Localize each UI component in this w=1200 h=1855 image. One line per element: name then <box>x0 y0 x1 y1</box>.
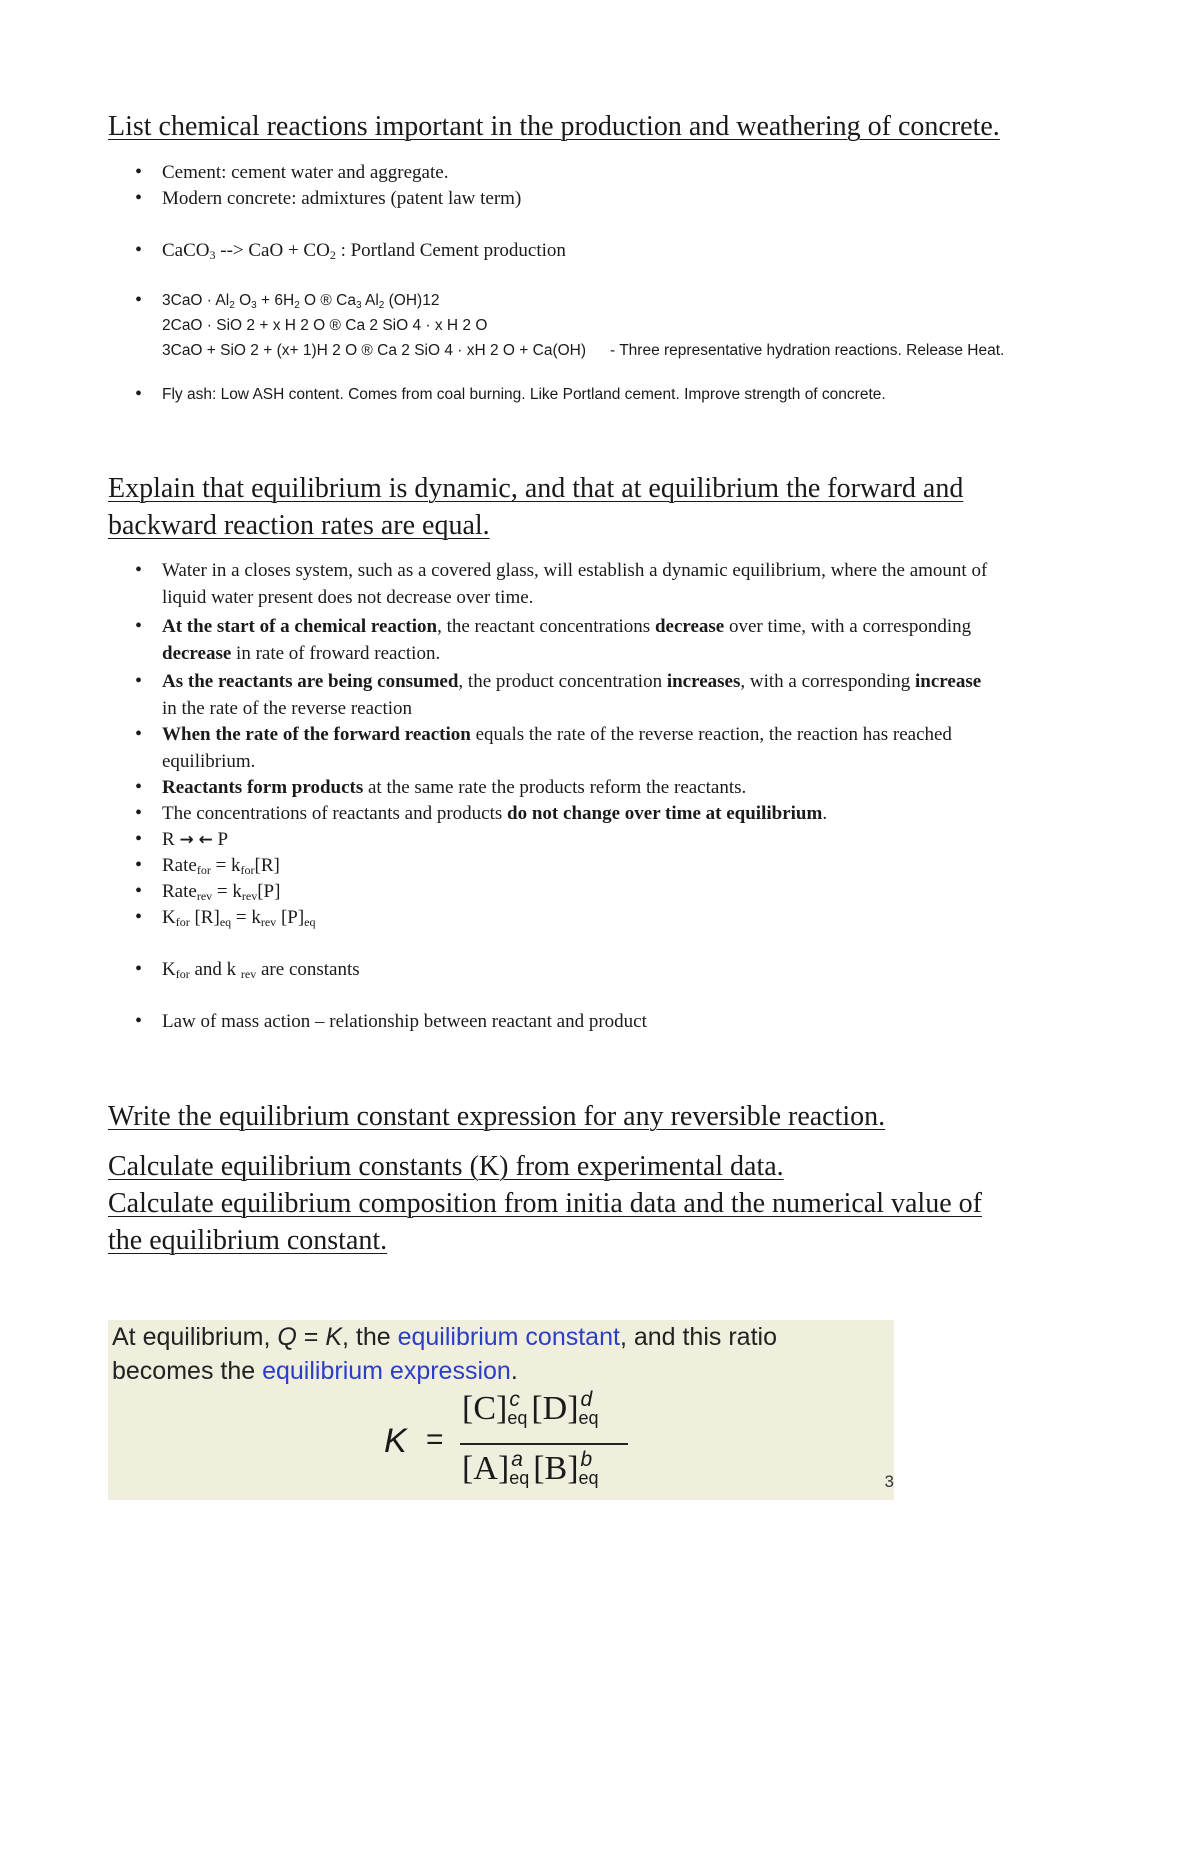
formula-denominator: [A] a eq [B] b eq <box>462 1448 599 1488</box>
section1-heading: List chemical reactions important in the production and weathering of concrete. <box>108 111 1000 142</box>
bullet-text: Modern concrete: admixtures (patent law term) <box>162 188 522 209</box>
bullet-dot: • <box>135 615 143 637</box>
bullet-dot: • <box>135 1010 143 1032</box>
bullet-dot: • <box>135 880 143 902</box>
text: --> CaO + CO <box>215 240 330 261</box>
reaction-note: - Three representative hydration reactions. Release Heat. <box>610 342 1005 359</box>
formula-equals: = <box>426 1423 444 1456</box>
formula-k: K <box>384 1422 407 1460</box>
bullet-dot: • <box>135 239 143 261</box>
bullet-dot: • <box>135 723 143 745</box>
equilibrium-expression-figure <box>108 1320 894 1500</box>
text: CaCO <box>162 240 210 261</box>
bullet-dot: • <box>135 854 143 876</box>
text: Law of mass action – relationship between reactant and product <box>162 1011 647 1032</box>
list-item: • $K_{for}$ and k $_{rev}$ are constants <box>135 958 360 981</box>
bullet-dot: • <box>135 958 143 980</box>
text: liquid water present does not decrease over time. <box>162 587 534 608</box>
bullet-dot: • <box>135 906 143 928</box>
list-item <box>135 288 1092 363</box>
slide-number: 3 <box>884 1472 894 1491</box>
term-equilibrium-expression: equilibrium expression <box>262 1357 511 1385</box>
list-item <box>135 185 1092 212</box>
bullet-text: Fly ash: Low ASH content. Comes from coal burning. Like Portland cement. Improve strength of concrete. <box>162 386 886 403</box>
bullet-dot: • <box>135 161 143 183</box>
section2-heading-line2: backward reaction rates are equal. <box>108 510 490 541</box>
list-item: • The concentrations of reactants and products do not change over time at equilibrium. <box>162 800 1092 827</box>
subscript: 3 <box>209 248 216 262</box>
bullet-text: Cement: cement water and aggregate. <box>162 162 449 183</box>
list-item: • R → ← P <box>162 826 1092 854</box>
fraction-bar <box>460 1443 628 1445</box>
list-item <box>135 557 1092 611</box>
figure-caption-line1: At equilibrium, Q = K, the equilibrium constant, and this ratio <box>112 1323 777 1351</box>
text: Water in a closes system, such as a covered glass, will establish a dynamic equilibrium, where the amount of <box>162 560 988 581</box>
section3-heading-1: Write the equilibrium constant expression for any reversible reaction. <box>108 1101 886 1132</box>
bullet-dot: • <box>135 559 143 581</box>
list-item <box>135 1008 1092 1035</box>
reaction-line-1: $3CaO \cdot Al_2$ $O_3 + 6H_2$ O ® $Ca_3$ $Al_2$ (OH)12 <box>162 292 440 311</box>
right-arrow-icon: → <box>179 830 194 850</box>
list-item: • Reactants form products at the same rate the products reform the reactants. <box>162 774 1092 801</box>
list-item: • Rate$_{for}$ = $k_{for}[R]$ <box>135 854 280 877</box>
bullet-dot: • <box>135 383 143 405</box>
figure-caption-line2: becomes the equilibrium expression. <box>112 1357 518 1385</box>
list-item: • At the start of a chemical reaction, the reactant concentrations decrease over time, with a corresponding decrease in rate of froward reaction. <box>135 615 972 664</box>
list-item: • $K_{for}$ $[R]_{eq} = k_{rev}$ $[P]_{eq}$ <box>135 906 316 929</box>
list-item <box>135 237 1092 264</box>
term-equilibrium-constant: equilibrium constant <box>397 1323 620 1351</box>
section3-heading-2: Calculate equilibrium constants (K) from experimental data. <box>108 1151 784 1182</box>
bullet-dot: • <box>135 828 143 850</box>
reaction-line-2: 2CaO · SiO 2 + x H 2 O ® Ca 2 SiO 4 · x H 2 O <box>162 317 488 334</box>
bullet-dot: • <box>135 187 143 209</box>
section2-heading-line1: Explain that equilibrium is dynamic, and that at equilibrium the forward and <box>108 473 964 504</box>
equilibrium-formula <box>376 1390 676 1500</box>
list-item <box>135 159 1092 186</box>
formula-numerator: [C] c eq [D] d eq <box>462 1388 599 1428</box>
section3-heading-3-line1: Calculate equilibrium composition from initia data and the numerical value of <box>108 1188 982 1219</box>
subscript: 2 <box>329 248 336 262</box>
section3-heading-3-line2: the equilibrium constant. <box>108 1225 388 1256</box>
text: : Portland Cement production <box>335 240 566 261</box>
left-arrow-icon: ← <box>198 830 213 850</box>
list-item <box>135 382 1092 407</box>
reaction-line-3: 3CaO + SiO 2 + (x+ 1)H 2 O ® Ca 2 SiO 4 · xH 2 O + Ca(OH) - Three representative hydration reactions. Release Heat. <box>162 342 1005 359</box>
bullet-dot: • <box>135 670 143 692</box>
bullet-dot: • <box>135 776 143 798</box>
bullet-dot: • <box>135 289 143 311</box>
list-item: • When the rate of the forward reaction equals the rate of the reverse reaction, the reaction has reached equilibrium. <box>135 723 952 772</box>
list-item: • As the reactants are being consumed, the product concentration increases, with a corresponding increase in the rate of the reverse reaction <box>135 670 982 719</box>
list-item: • Rate$_{rev}$ = $k_{rev}[P]$ <box>135 880 281 903</box>
bullet-dot: • <box>135 802 143 824</box>
